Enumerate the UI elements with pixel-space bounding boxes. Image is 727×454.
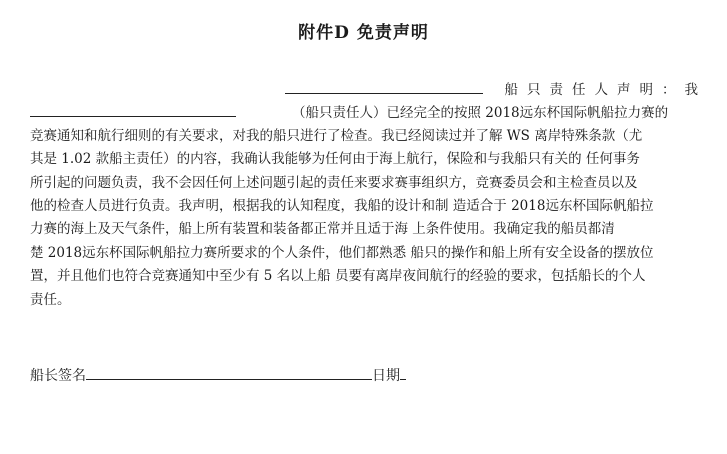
declaration-line-9: 置，并且他们也符合竞赛通知中至少有 5 名以上船 员要有离岸夜间航行的经验的要求，包括船长的个人 bbox=[30, 268, 646, 285]
declaration-line-8: 楚 2018远东杯国际帆船拉力赛所要求的个人条件，他们都熟悉 船只的操作和船上所有安全设备的摆放位 bbox=[30, 244, 654, 261]
declaration-line-4: 其是 1.02 款船主责任）的内容，我确认我能够为任何由于海上航行，保险和与我船只有关的 任何事务 bbox=[30, 151, 640, 168]
captain-signature-label: 船长签名 bbox=[30, 368, 86, 384]
declaration-line-6: 他的检查人员进行负责。我声明，根据我的认知程度，我船的设计和制 造适合于 2018远东杯国际帆船拉 bbox=[30, 197, 654, 214]
declaration-line-5: 所引起的问题负责，我不会因任何上述问题引起的责任来要求赛事组织方，竞赛委员会和主检查员以及 bbox=[30, 174, 638, 191]
declaration-line-3: 竞赛通知和航行细则的有关要求，对我的船只进行了检查。我已经阅读过并了解 WS 离岸特殊条款（尤 bbox=[30, 127, 643, 144]
declaration-line-2 bbox=[30, 101, 698, 124]
declaration-line-7: 力赛的海上及天气条件，船上所有装置和装备都正常并且适于海 上条件使用。我确定我的船员都清 bbox=[30, 221, 615, 238]
captain-signature-field[interactable] bbox=[86, 364, 372, 380]
date-label: 日期 bbox=[372, 368, 400, 384]
signature-row bbox=[30, 364, 406, 385]
declaration-label: 船只责任人声明： bbox=[504, 82, 685, 98]
document-title: 附件D 免责声明 bbox=[298, 23, 429, 43]
declaration-line-10: 责任。 bbox=[30, 291, 71, 308]
declaration-line-1 bbox=[30, 78, 698, 101]
boat-owner-blank-top bbox=[285, 78, 483, 94]
boat-owner-blank-bottom bbox=[30, 101, 236, 117]
date-field[interactable] bbox=[400, 364, 406, 380]
declaration-pronoun: 我 bbox=[684, 82, 698, 98]
declaration-text-2: （船只责任人）已经完全的按照 2018远东杯国际帆船拉力赛的 bbox=[292, 105, 669, 122]
declaration-body bbox=[30, 78, 698, 312]
